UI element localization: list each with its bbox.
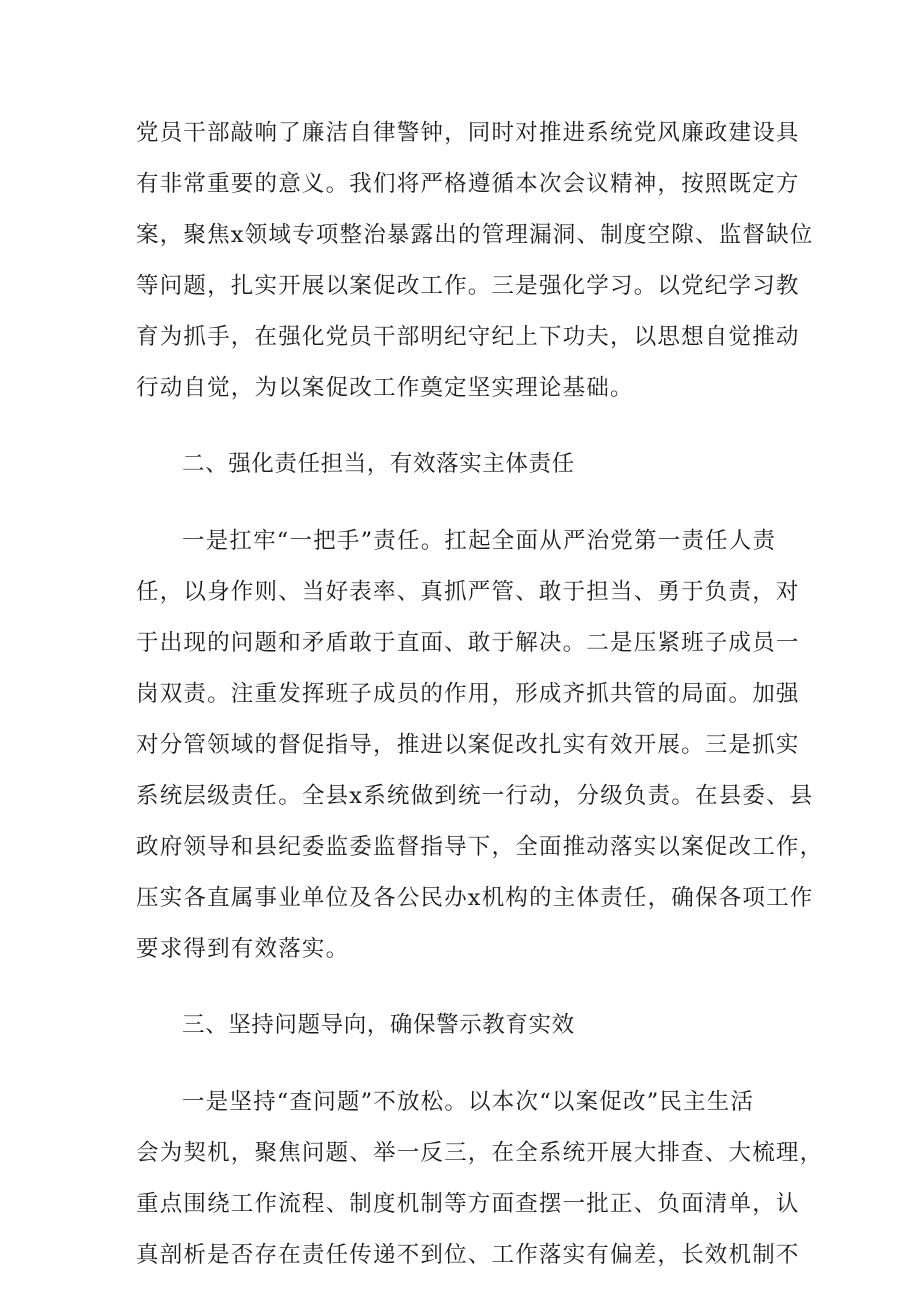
body-line: 一是坚持“查问题”不放松。以本次“以案促改”民主生活 [182, 1089, 755, 1115]
section-heading: 二、强化责任担当，有效落实主体责任 [182, 451, 575, 477]
body-line: 政府领导和县纪委监委监督指导下，全面推动落实以案促改工作， [136, 834, 824, 860]
body-line: 岗双责。注重发挥班子成员的作用，形成齐抓共管的局面。加强 [136, 681, 800, 707]
body-line: 等问题，扎实开展以案促改工作。三是强化学习。以党纪学习教 [136, 273, 800, 299]
body-line: 有非常重要的意义。我们将严格遵循本次会议精神，按照既定方 [136, 171, 800, 197]
body-line: 重点围绕工作流程、制度机制等方面查摆一批正、负面清单，认 [136, 1191, 800, 1217]
body-line: 案，聚焦x领域专项整治暴露出的管理漏洞、制度空隙、监督缺位 [136, 222, 814, 248]
body-line: 行动自觉，为以案促改工作奠定坚实理论基础。 [136, 375, 634, 401]
body-line: 育为抓手，在强化党员干部明纪守纪上下功夫，以思想自觉推动 [136, 324, 800, 350]
section-heading: 三、坚持问题导向，确保警示教育实效 [182, 1012, 575, 1038]
body-line: 真剖析是否存在责任传递不到位、工作落实有偏差，长效机制不 [136, 1242, 800, 1268]
body-line: 压实各直属事业单位及各公民办x机构的主体责任，确保各项工作 [136, 885, 814, 911]
body-line: 于出现的问题和矛盾敢于直面、敢于解决。二是压紧班子成员一 [136, 630, 800, 656]
body-line: 对分管领域的督促指导，推进以案促改扎实有效开展。三是抓实 [136, 732, 800, 758]
body-line: 党员干部敲响了廉洁自律警钟，同时对推进系统党风廉政建设具 [136, 120, 800, 146]
body-line: 要求得到有效落实。 [136, 936, 350, 962]
body-line: 一是扛牢“一把手”责任。扛起全面从严治党第一责任人责 [182, 528, 777, 554]
body-line: 系统层级责任。全县x系统做到统一行动，分级负责。在县委、县 [136, 783, 814, 809]
body-line: 会为契机，聚焦问题、举一反三，在全系统开展大排查、大梳理， [136, 1140, 824, 1166]
body-line: 任，以身作则、当好表率、真抓严管、敢于担当、勇于负责，对 [136, 579, 800, 605]
